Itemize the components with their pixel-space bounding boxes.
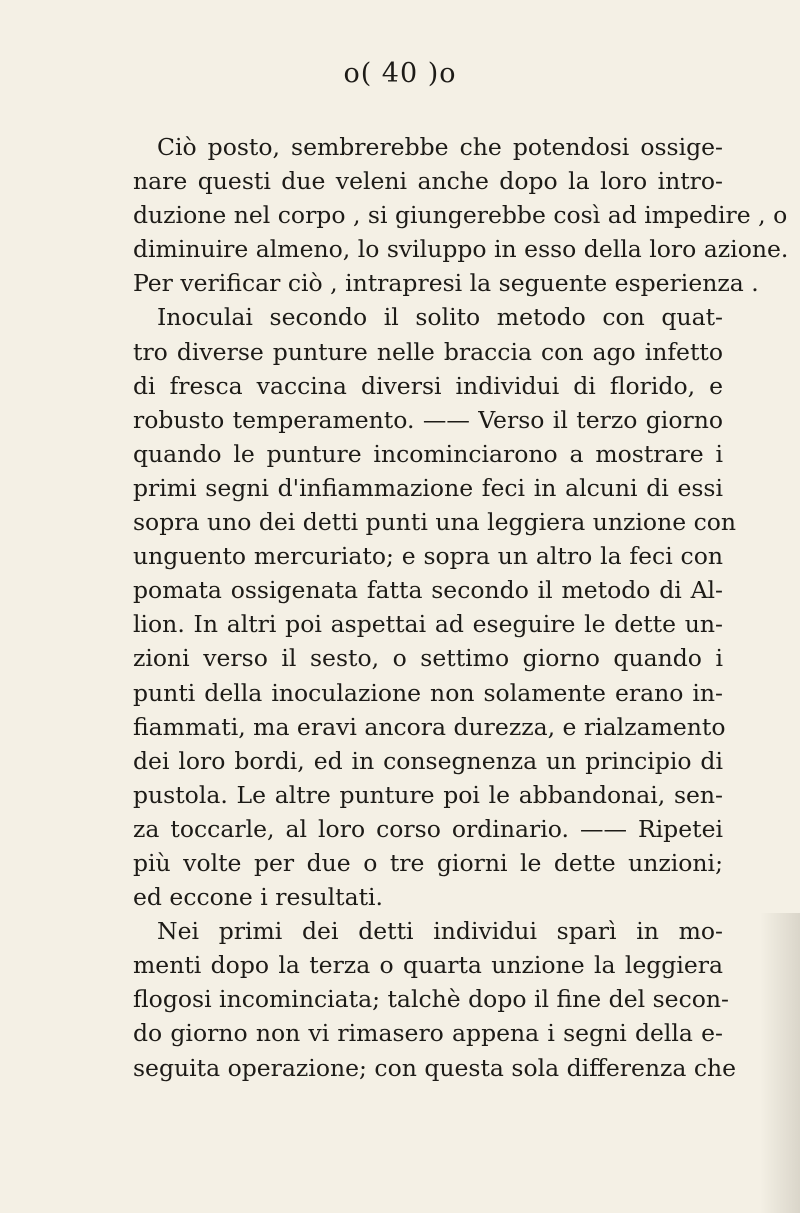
text-line: pustola. Le altre punture poi le abbandonai, sen-	[133, 780, 723, 809]
text-line: primi segni d'infiammazione feci in alcuni di essi	[133, 473, 723, 502]
text-line: Per verificar ciò , intrapresi la seguente esperienza .	[133, 269, 759, 298]
text-line: di fresca vaccina diversi individui di florido, e	[133, 371, 723, 400]
page-number: o( 40 )o	[343, 58, 457, 89]
text-line: za toccarle, al loro corso ordinario. —— Ripetei	[133, 814, 723, 843]
text-line: più volte per due o tre giorni le dette unzioni;	[133, 848, 723, 877]
text-line: diminuire almeno, lo sviluppo in esso della loro azione.	[133, 235, 789, 264]
text-line: Inoculai secondo il solito metodo con quat-	[157, 303, 723, 332]
text-line: lion. In altri poi aspettai ad eseguire le dette un-	[133, 610, 723, 639]
text-line: punti della inoculazione non solamente erano in-	[133, 678, 723, 707]
text-line: quando le punture incominciarono a mostrare i	[133, 439, 723, 468]
body-text	[133, 130, 789, 1085]
text-line: seguita operazione; con questa sola differenza che	[133, 1053, 737, 1082]
text-line: menti dopo la terza o quarta unzione la leggiera	[133, 951, 723, 980]
text-line: Ciò posto, sembrerebbe che potendosi ossige-	[157, 133, 723, 161]
text-line: duzione nel corpo , si giungerebbe così ad impedire , o	[133, 201, 788, 230]
text-line: do giorno non vi rimasero appena i segni della e-	[133, 1019, 723, 1048]
text-line: unguento mercuriato; e sopra un altro la feci con	[133, 542, 723, 571]
text-line: flogosi incominciata; talchè dopo il fine del secon-	[133, 985, 729, 1014]
text-line: ed eccone i resultati.	[133, 883, 384, 912]
text-line: tro diverse punture nelle braccia con ago infetto	[133, 337, 723, 366]
text-line: dei loro bordi, ed in consegnenza un principio di	[133, 746, 723, 775]
text-line: robusto temperamento. —— Verso il terzo giorno	[133, 405, 723, 434]
text-line: sopra uno dei detti punti una leggiera unzione con	[133, 508, 737, 537]
text-line: zioni verso il sesto, o settimo giorno quando i	[133, 644, 723, 673]
text-line: nare questi due veleni anche dopo la loro intro-	[133, 167, 723, 196]
text-line: Nei primi dei detti individui sparì in mo-	[157, 917, 723, 946]
text-line: fiammati, ma eravi ancora durezza, e rialzamento	[133, 712, 726, 741]
page-edge-shadow	[760, 913, 800, 1213]
text-line: pomata ossigenata fatta secondo il metodo di Al-	[133, 576, 723, 605]
